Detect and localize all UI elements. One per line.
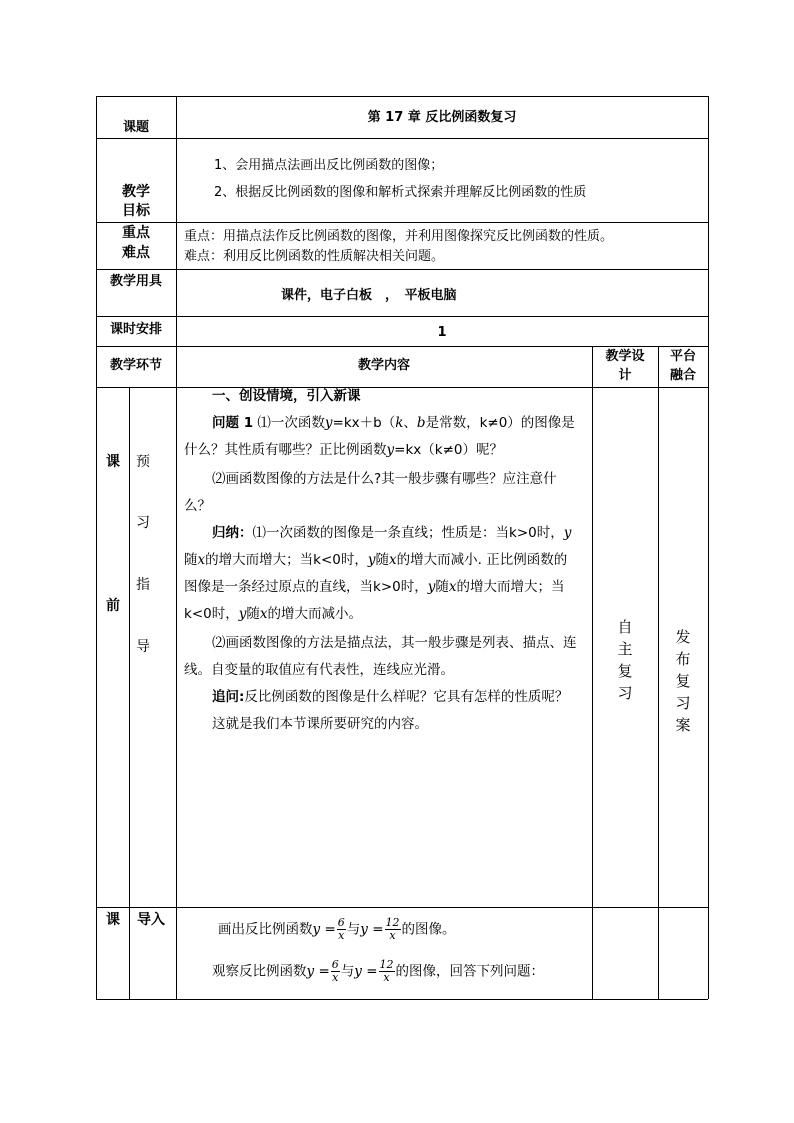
design-char: 主 <box>617 640 633 658</box>
text-run: ）呢？ <box>462 442 503 458</box>
text-run: 时， <box>340 552 368 568</box>
topic-value: 第 17 章 反比例函数复习 <box>367 110 517 125</box>
follow-up-line1 <box>212 688 568 706</box>
text-run: 随 <box>435 579 449 595</box>
math-var: y <box>427 579 436 595</box>
text-run: 随 <box>375 552 389 568</box>
math-var: y <box>324 415 333 431</box>
difficult-point: 难点：利用反比例函数的性质解决相关问题。 <box>184 249 445 264</box>
fraction-numerator: 6 <box>337 916 345 929</box>
section-title-text: 一、创设情境，引入新课 <box>212 388 361 404</box>
text-run: 观察反比例函数 <box>212 963 307 980</box>
math-var: x <box>259 606 268 622</box>
text-run: 与 <box>346 921 361 938</box>
summary-line3 <box>184 578 564 596</box>
fraction <box>385 917 401 942</box>
question-2-line2: 么？ <box>184 498 211 514</box>
row-divider <box>96 269 708 270</box>
math-var: y <box>360 921 368 938</box>
text-run: 反比例函数的图像是什么样呢？它具有怎样的性质呢？ <box>244 689 569 705</box>
text-run: 的增大而增大；当 <box>205 552 314 568</box>
goals-label-line2: 目标 <box>122 203 150 219</box>
math-expr: = <box>318 963 330 980</box>
text-run: 与 <box>340 963 355 980</box>
text-run: （ <box>381 415 396 431</box>
text-run: 图像是一条经过原点的直线，当 <box>184 579 373 595</box>
col-divider <box>176 96 177 999</box>
follow-up-line2: 这就是我们本节课所要研究的内容。 <box>212 716 428 732</box>
col-header-design-line1: 教学设 <box>605 349 645 364</box>
fraction <box>379 959 395 984</box>
question-1-label: 问题 1 <box>212 415 254 431</box>
platform-char: 发 <box>675 628 691 646</box>
fraction-denominator: x <box>338 929 345 942</box>
math-var: x <box>197 552 206 568</box>
summary2-line1: ⑵画函数图像的方法是描点法，其一般步骤是列表、描点、连 <box>212 635 577 651</box>
text-run: 随 <box>246 606 260 622</box>
text-run: ⑴一次函数的图像是一条直线；性质是：当 <box>252 525 509 541</box>
intro-line2 <box>212 959 544 984</box>
sub-stage-char: 习 <box>136 515 150 531</box>
text-run: 的增大而减小. 正比例函数的 <box>396 552 568 568</box>
follow-up-label: 追问: <box>212 689 245 705</box>
summary2-line2: 线。自变量的取值应有代表性，连线应光滑。 <box>184 662 454 678</box>
text-run: 的图像。 <box>401 921 456 938</box>
sub-stage-label: 导入 <box>137 912 165 928</box>
summary-line1 <box>212 524 571 542</box>
question-2-line1: ⑵画函数图像的方法是什么?其一般步骤有哪些？应注意什 <box>212 471 557 487</box>
key-label-line1: 重点 <box>122 225 150 241</box>
col-header-platform-line1: 平台 <box>669 349 696 364</box>
table-border-right <box>708 96 709 999</box>
design-char: 习 <box>617 684 633 702</box>
row-divider <box>96 138 708 139</box>
row-divider <box>96 222 708 223</box>
math-var: k <box>395 415 404 431</box>
text-run: ⑴一次函数 <box>257 415 325 431</box>
question-1-line2 <box>184 441 503 459</box>
fraction <box>337 917 346 942</box>
text-run: 的增大而增大；当 <box>456 579 565 595</box>
key-point: 重点：用描点法作反比例函数的图像，并利用图像探究反比例函数的性质。 <box>184 229 614 244</box>
platform-char: 习 <box>675 694 691 712</box>
text-run: ）的图像是 <box>507 415 575 431</box>
goal-1: 1、会用描点法画出反比例函数的图像； <box>214 158 444 173</box>
math-var: x <box>448 579 457 595</box>
math-expr: k≠0 <box>479 415 508 431</box>
text-run: 是常数， <box>425 415 480 431</box>
math-expr: k≠0 <box>434 442 463 458</box>
math-var: y <box>312 921 321 938</box>
col-header-platform-line2: 融合 <box>669 368 696 383</box>
fraction-denominator: x <box>389 929 396 942</box>
text-run: 的图像，回答下列问题： <box>395 963 544 980</box>
col-header-stage: 教学环节 <box>109 358 162 373</box>
text-run: 、 <box>403 415 417 431</box>
text-run: 随 <box>184 552 198 568</box>
math-var: y <box>238 606 247 622</box>
goals-label-line1: 教学 <box>122 184 150 200</box>
topic-label: 课题 <box>122 120 149 135</box>
intro-line1 <box>218 917 456 942</box>
platform-char: 布 <box>675 650 691 668</box>
tools-label: 教学用具 <box>109 274 162 289</box>
summary-line4 <box>184 605 362 623</box>
math-expr: k>0 <box>373 579 401 595</box>
math-expr: =kx <box>394 442 422 458</box>
sub-stage-char: 导 <box>136 639 150 655</box>
fraction-denominator: x <box>383 971 390 984</box>
math-expr: = <box>366 963 378 980</box>
key-label-line2: 难点 <box>122 245 150 261</box>
hours-label: 课时安排 <box>109 322 162 337</box>
hours-value: 1 <box>437 325 447 340</box>
goal-2: 2、根据反比例函数的图像和解析式探索并理解反比例函数的性质 <box>214 185 587 200</box>
fraction-denominator: x <box>332 971 339 984</box>
math-var: x <box>388 552 397 568</box>
design-char: 自 <box>617 618 633 636</box>
text-run: 什么？其性质有哪些？正比例函数 <box>184 442 387 458</box>
section-title <box>212 387 361 405</box>
table-border-bottom <box>96 999 708 1000</box>
stage-char: 课 <box>106 912 120 928</box>
row-divider <box>96 346 708 347</box>
math-var: y <box>367 552 376 568</box>
row-divider <box>96 907 708 908</box>
fraction-numerator: 12 <box>379 958 394 971</box>
tools-value: 课件，电子白板 ， 平板电脑 <box>281 288 457 303</box>
design-char: 复 <box>617 662 633 680</box>
question-1-line1 <box>212 414 575 432</box>
math-expr: k<0 <box>313 552 341 568</box>
stage-char: 课 <box>106 454 120 470</box>
text-run: 画出反比例函数 <box>218 921 313 938</box>
fraction-numerator: 6 <box>331 958 339 971</box>
math-expr: = <box>372 921 384 938</box>
text-run: 时， <box>211 606 239 622</box>
math-var: y <box>563 525 572 541</box>
sub-stage-char: 指 <box>136 577 150 593</box>
math-expr: = <box>324 921 336 938</box>
math-expr: k>0 <box>509 525 537 541</box>
math-var: b <box>416 415 426 431</box>
row-divider <box>96 316 708 317</box>
fraction-numerator: 12 <box>385 916 400 929</box>
math-expr: =kx＋b <box>332 415 382 431</box>
math-var: y <box>386 442 395 458</box>
platform-char: 案 <box>675 716 691 734</box>
text-run: （ <box>421 442 435 458</box>
sub-stage-char: 预 <box>136 454 150 470</box>
fraction <box>331 959 340 984</box>
table-border-top <box>96 96 708 97</box>
col-header-design-line2: 计 <box>618 368 632 383</box>
col-divider <box>129 387 130 999</box>
platform-char: 复 <box>675 672 691 690</box>
text-run: 时， <box>400 579 428 595</box>
math-var: y <box>354 963 362 980</box>
text-run: 时， <box>536 525 564 541</box>
col-header-content: 教学内容 <box>357 358 410 373</box>
summary-line2 <box>184 551 567 569</box>
math-expr: k<0 <box>184 606 212 622</box>
row-divider <box>96 387 708 388</box>
text-run: 的增大而减小。 <box>267 606 362 622</box>
col-divider <box>658 346 659 999</box>
col-divider <box>592 346 593 999</box>
summary-label: 归纳： <box>212 525 253 541</box>
stage-char: 前 <box>106 598 120 614</box>
math-var: y <box>306 963 315 980</box>
